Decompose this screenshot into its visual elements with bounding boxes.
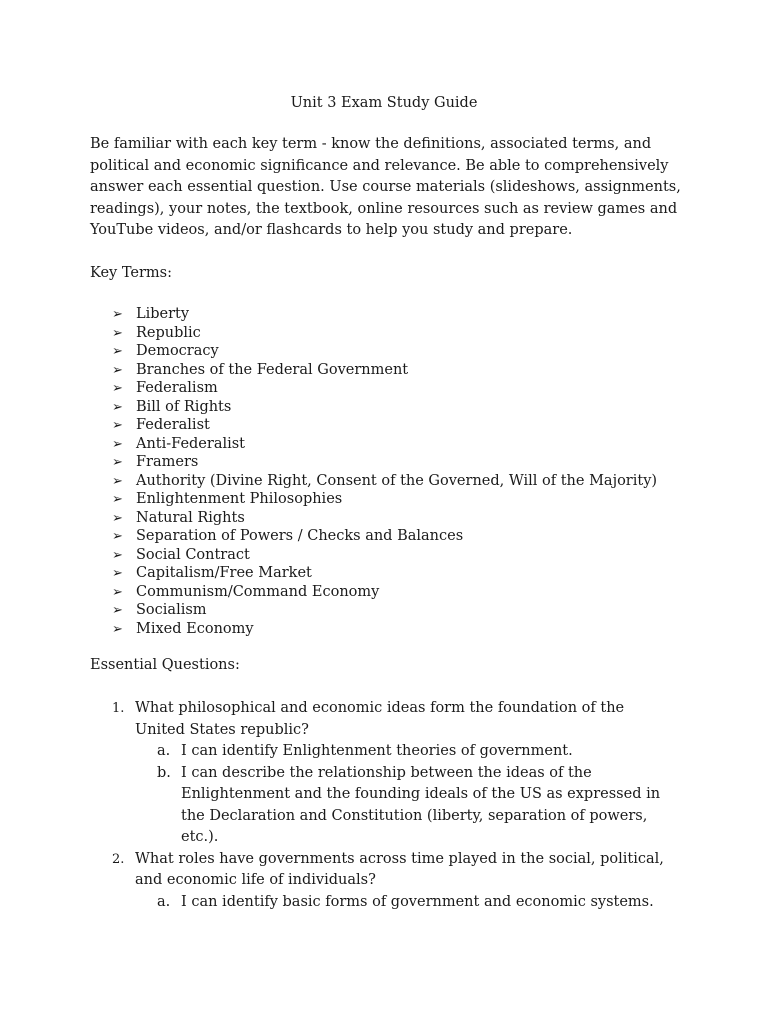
key-term-text: Framers — [136, 454, 199, 470]
arrow-bullet-icon: ➢ — [112, 381, 123, 396]
list-item — [112, 342, 657, 361]
question-item — [108, 698, 668, 849]
list-item — [112, 509, 657, 528]
key-term-text: Federalist — [136, 417, 210, 433]
arrow-bullet-icon: ➢ — [112, 362, 123, 378]
arrow-bullet-icon: ➢ — [112, 399, 123, 415]
list-item — [112, 564, 657, 583]
arrow-bullet-icon: ➢ — [112, 584, 123, 600]
arrow-bullet-icon: ➢ — [112, 492, 123, 507]
key-term-text: Bill of Rights — [136, 398, 232, 415]
question-text: What philosophical and economic ideas form the foundation of the United States republic? — [135, 700, 625, 738]
arrow-bullet-icon: ➢ — [112, 455, 123, 470]
question-number: 2. — [112, 851, 125, 867]
intro-paragraph: Be familiar with each key term - know the definitions, associated terms, and political and economic significance and relevance. Be able to comprehensively answer each essential question. Use course materials (slideshows, assignments, readings), your notes, the textbook, online resources such as review games and YouTube videos, and/or flashcards to help you study and prepare. — [90, 136, 681, 238]
sub-question-item — [135, 741, 668, 763]
list-item — [112, 601, 657, 620]
arrow-bullet-icon: ➢ — [112, 566, 123, 581]
key-term-text: Socialism — [136, 602, 207, 618]
list-item — [112, 416, 657, 435]
arrow-bullet-icon: ➢ — [112, 436, 123, 452]
arrow-bullet-icon: ➢ — [112, 510, 123, 526]
key-term-text: Republic — [136, 324, 201, 341]
list-item — [112, 527, 657, 546]
key-term-text: Communism/Command Economy — [136, 583, 380, 600]
key-term-text: Capitalism/Free Market — [136, 565, 312, 581]
essential-questions-heading: Essential Questions: — [90, 657, 240, 673]
arrow-bullet-icon: ➢ — [112, 621, 123, 637]
key-term-text: Democracy — [136, 343, 219, 359]
sub-question-list — [135, 892, 668, 914]
arrow-bullet-icon: ➢ — [112, 418, 123, 433]
arrow-bullet-icon: ➢ — [112, 473, 123, 489]
key-term-text: Natural Rights — [136, 509, 245, 526]
list-item — [112, 453, 657, 472]
list-item — [112, 361, 657, 380]
list-item — [112, 546, 657, 565]
sub-question-list — [135, 741, 668, 849]
sub-question-item — [135, 763, 668, 849]
question-number: 1. — [112, 701, 125, 716]
sub-question-text: I can identify Enlightenment theories of government. — [181, 743, 573, 759]
arrow-bullet-icon: ➢ — [112, 529, 123, 544]
key-term-text: Mixed Economy — [136, 620, 254, 637]
arrow-bullet-icon: ➢ — [112, 307, 123, 322]
key-terms-heading: Key Terms: — [90, 265, 172, 281]
key-term-text: Enlightenment Philosophies — [136, 491, 343, 507]
list-item — [112, 490, 657, 509]
key-term-text: Liberty — [136, 306, 190, 322]
essential-questions-list — [108, 698, 668, 913]
key-term-text: Branches of the Federal Government — [136, 361, 409, 378]
sub-question-letter: a. — [157, 893, 171, 910]
key-term-text: Anti-Federalist — [136, 435, 246, 452]
sub-question-text: I can identify basic forms of government and economic systems. — [181, 893, 654, 910]
arrow-bullet-icon: ➢ — [112, 344, 123, 359]
key-terms-list — [112, 305, 657, 638]
key-term-text: Separation of Powers / Checks and Balances — [136, 528, 464, 544]
list-item — [112, 305, 657, 324]
sub-question-item — [135, 892, 668, 914]
arrow-bullet-icon: ➢ — [112, 547, 123, 563]
arrow-bullet-icon: ➢ — [112, 325, 123, 341]
key-term-text: Authority (Divine Right, Consent of the Governed, Will of the Majority) — [136, 472, 658, 489]
list-item — [112, 398, 657, 417]
question-item — [108, 849, 668, 914]
arrow-bullet-icon: ➢ — [112, 603, 123, 618]
list-item — [112, 435, 657, 454]
sub-question-text: I can describe the relationship between the ideas of the Enlightenment and the founding ideals of the US as expressed in the Declaration and Constitution (liberty, separation of powers, etc.). — [181, 764, 661, 845]
list-item — [112, 379, 657, 398]
sub-question-letter: a. — [157, 743, 171, 759]
list-item — [112, 472, 657, 491]
question-text: What roles have governments across time played in the social, political, and economic life of individuals? — [135, 850, 664, 888]
list-item — [112, 620, 657, 639]
list-item — [112, 324, 657, 343]
sub-question-letter: b. — [157, 764, 171, 781]
key-term-text: Social Contract — [136, 546, 250, 563]
list-item — [112, 583, 657, 602]
key-term-text: Federalism — [136, 380, 218, 396]
document-title: Unit 3 Exam Study Guide — [290, 95, 478, 111]
